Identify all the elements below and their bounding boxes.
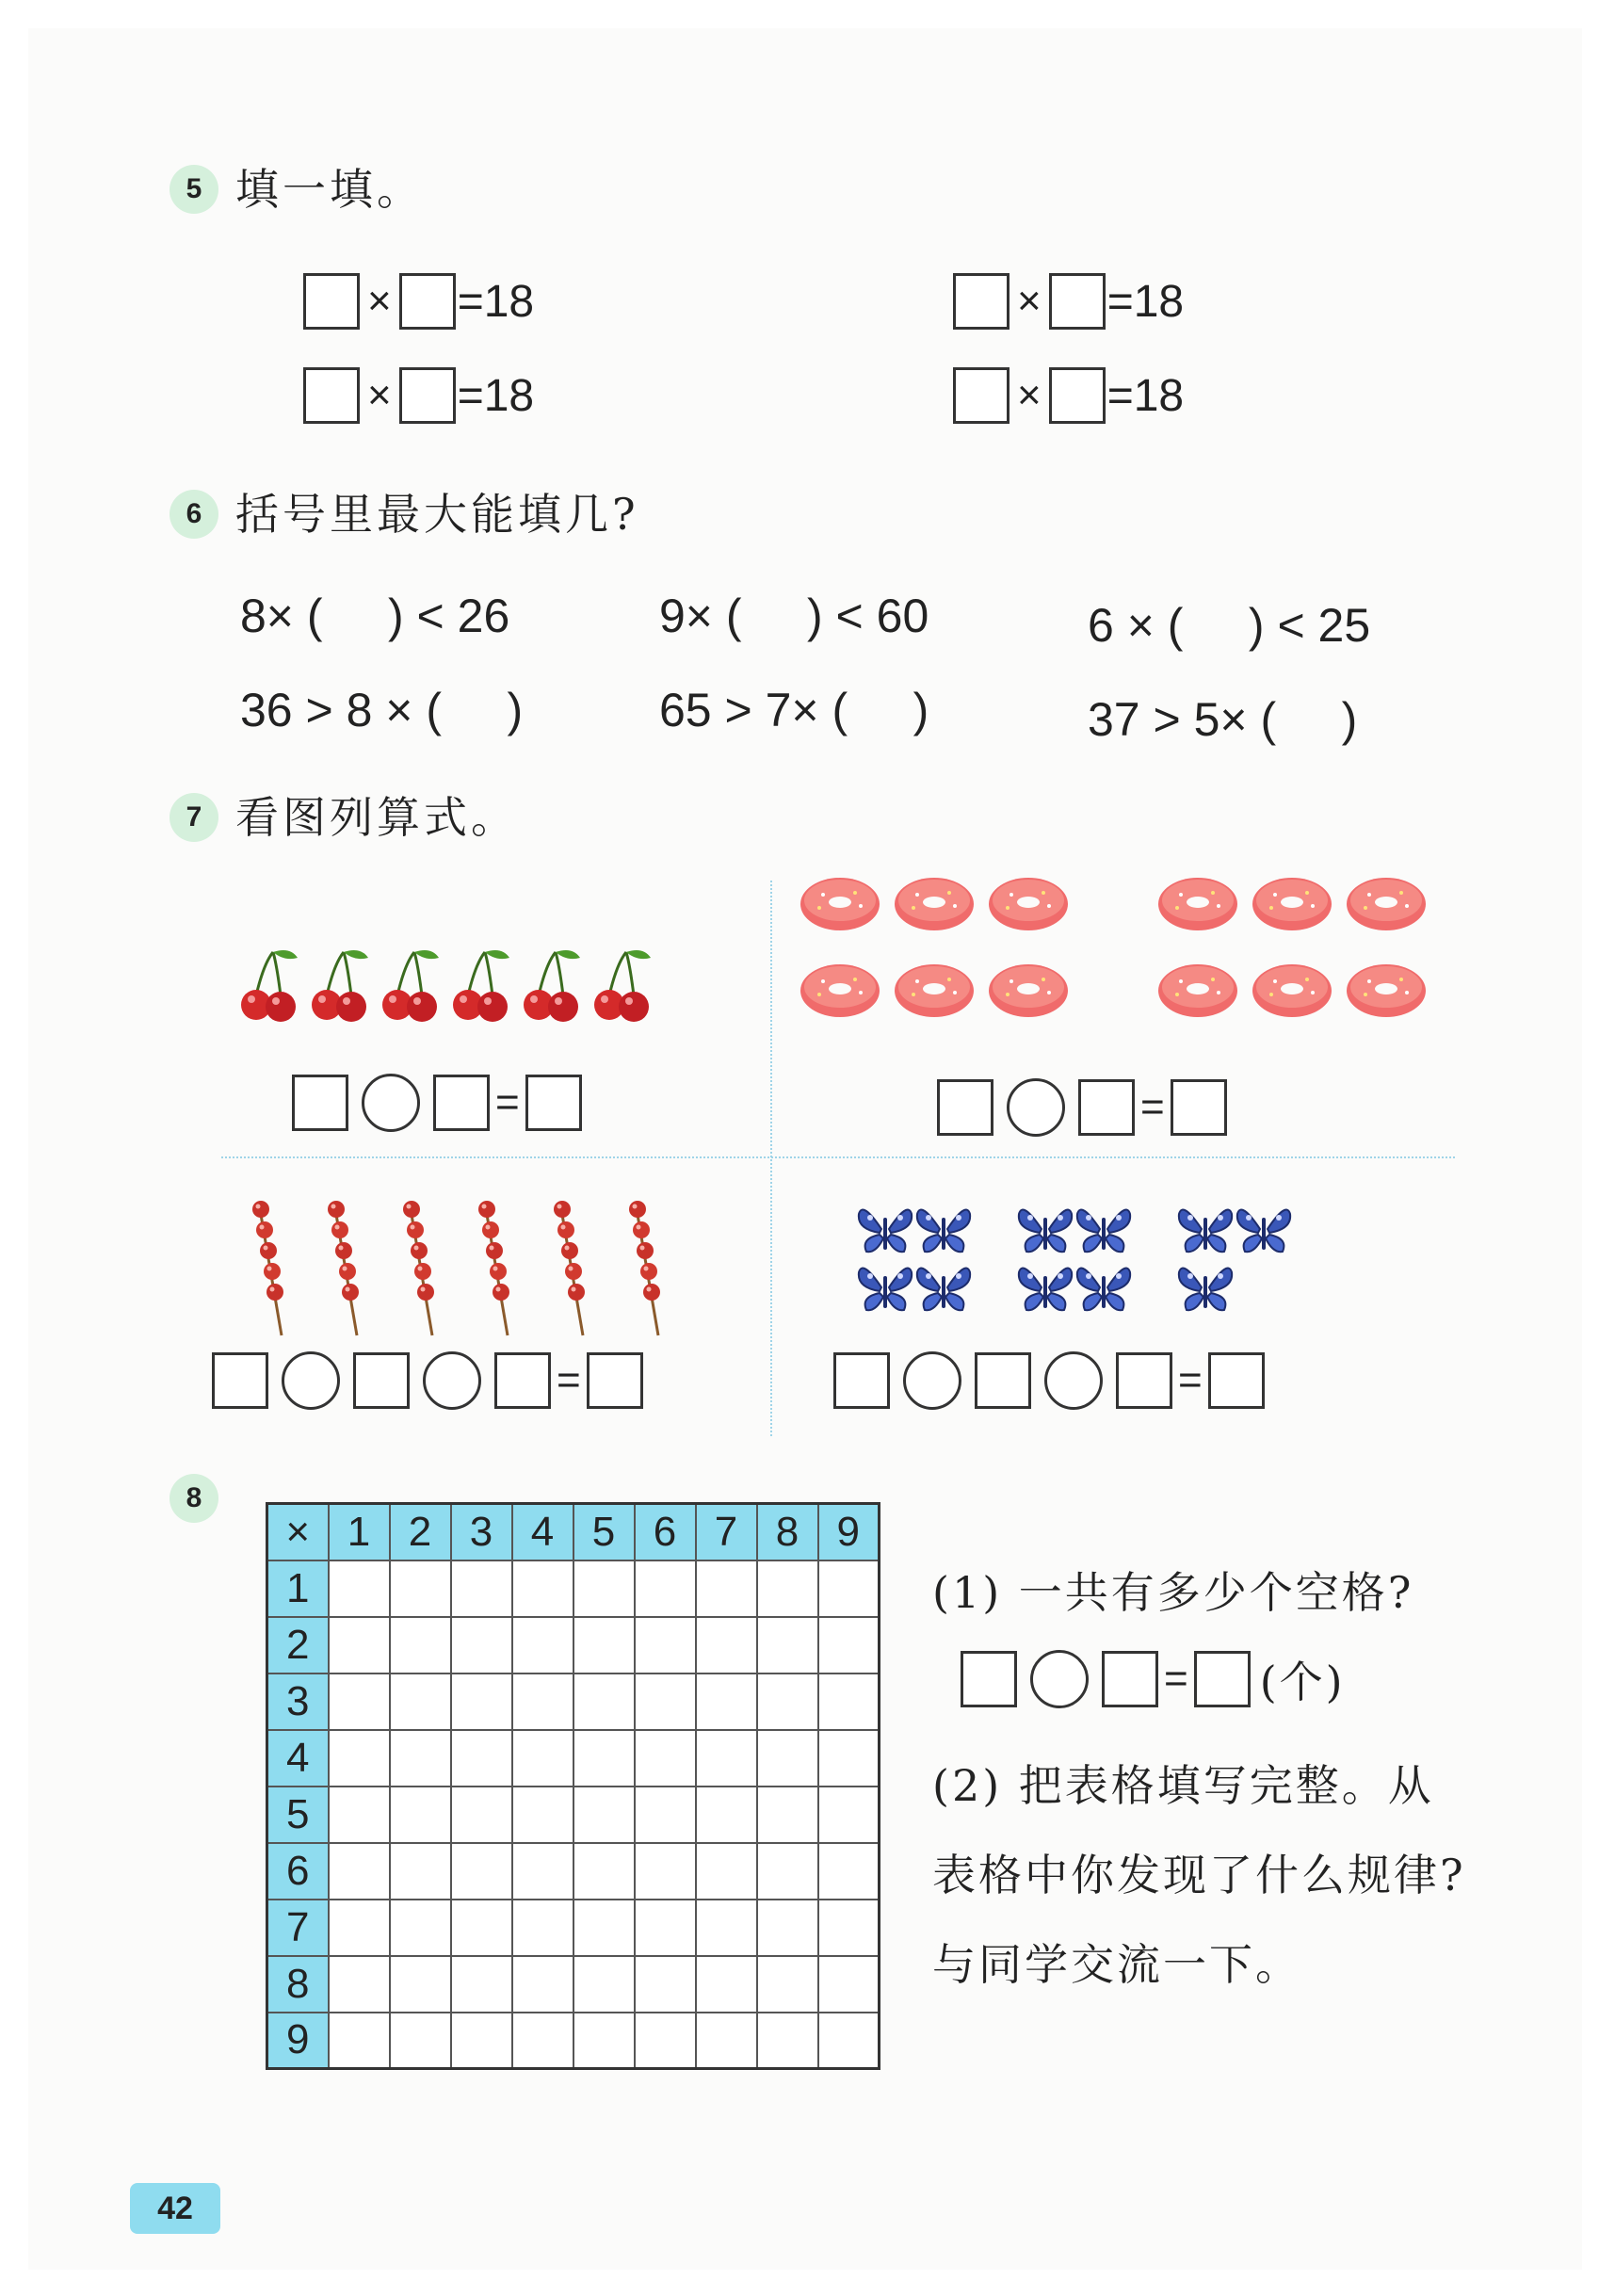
table-cell[interactable] bbox=[696, 1787, 757, 1843]
question-7-title: 看图列算式。 bbox=[235, 792, 518, 843]
row-header: 7 bbox=[267, 1900, 329, 1956]
table-cell[interactable] bbox=[451, 1730, 512, 1787]
table-cell[interactable] bbox=[757, 2013, 818, 2069]
table-cell[interactable] bbox=[757, 1617, 818, 1673]
equals-sign: = bbox=[557, 1357, 581, 1403]
equals-sign: = bbox=[1140, 1084, 1165, 1130]
picture-divider-vertical bbox=[770, 881, 772, 1436]
table-cell[interactable] bbox=[635, 1900, 696, 1956]
table-cell[interactable] bbox=[512, 1787, 573, 1843]
cherries-picture bbox=[235, 946, 687, 1031]
table-cell[interactable] bbox=[696, 1900, 757, 1956]
table-cell[interactable] bbox=[635, 1956, 696, 2013]
column-header: 6 bbox=[635, 1504, 696, 1560]
answer-box[interactable] bbox=[1208, 1352, 1265, 1409]
question-6-title: 括号里最大能填几? bbox=[235, 489, 639, 540]
picture-divider-horizontal bbox=[221, 1156, 1455, 1158]
table-cell[interactable] bbox=[818, 1787, 880, 1843]
column-header: 9 bbox=[818, 1504, 880, 1560]
table-cell[interactable] bbox=[635, 1843, 696, 1900]
table-cell[interactable] bbox=[329, 1787, 390, 1843]
table-row bbox=[267, 1956, 880, 2013]
table-cell[interactable] bbox=[818, 2013, 880, 2069]
table-cell[interactable] bbox=[818, 1560, 880, 1617]
answer-box[interactable] bbox=[587, 1352, 643, 1409]
q7-donut-equation bbox=[937, 1078, 1227, 1137]
equation-result: =18 bbox=[457, 370, 535, 421]
answer-box[interactable] bbox=[937, 1079, 993, 1136]
table-cell[interactable] bbox=[573, 1730, 635, 1787]
table-cell[interactable] bbox=[696, 1730, 757, 1787]
table-cell[interactable] bbox=[573, 1956, 635, 2013]
table-cell[interactable] bbox=[390, 1673, 451, 1730]
answer-box[interactable] bbox=[1116, 1352, 1172, 1409]
table-cell[interactable] bbox=[696, 1560, 757, 1617]
q6-item-3[interactable]: 6 × ( ) < 25 bbox=[1088, 599, 1371, 652]
table-row bbox=[267, 2013, 880, 2069]
answer-box[interactable] bbox=[433, 1075, 490, 1131]
table-corner-cell: × bbox=[267, 1504, 329, 1560]
candied-fruit-skewers-picture bbox=[250, 1196, 702, 1347]
textbook-page bbox=[28, 28, 1582, 2270]
answer-box[interactable] bbox=[212, 1352, 268, 1409]
table-cell[interactable] bbox=[329, 1560, 390, 1617]
table-cell[interactable] bbox=[451, 1843, 512, 1900]
table-cell[interactable] bbox=[329, 1900, 390, 1956]
equation-result: =18 bbox=[457, 276, 535, 327]
operator-circle[interactable] bbox=[423, 1351, 481, 1410]
multiplication-table bbox=[266, 1502, 880, 2070]
answer-box[interactable] bbox=[303, 273, 360, 330]
times-sign: × bbox=[1017, 372, 1042, 418]
q8-part-2-line-1: (2) 把表格填写完整。从 bbox=[932, 1760, 1434, 1811]
equals-sign: = bbox=[1164, 1656, 1188, 1702]
table-cell[interactable] bbox=[757, 1900, 818, 1956]
table-cell[interactable] bbox=[329, 1673, 390, 1730]
table-row bbox=[267, 1617, 880, 1673]
answer-box[interactable] bbox=[961, 1651, 1017, 1707]
column-header: 3 bbox=[451, 1504, 512, 1560]
q8-part-1-text: (1) 一共有多少个空格? bbox=[932, 1567, 1414, 1618]
table-cell[interactable] bbox=[635, 2013, 696, 2069]
table-cell[interactable] bbox=[390, 1617, 451, 1673]
table-cell[interactable] bbox=[696, 1956, 757, 2013]
column-header: 4 bbox=[512, 1504, 573, 1560]
table-cell[interactable] bbox=[757, 1673, 818, 1730]
table-cell[interactable] bbox=[573, 1673, 635, 1730]
answer-box[interactable] bbox=[399, 367, 456, 424]
table-cell[interactable] bbox=[635, 1730, 696, 1787]
q6-item-2[interactable]: 9× ( ) < 60 bbox=[659, 590, 929, 642]
operator-circle[interactable] bbox=[282, 1351, 340, 1410]
table-cell[interactable] bbox=[757, 1730, 818, 1787]
q5-equation-2 bbox=[951, 273, 1184, 330]
answer-box[interactable] bbox=[953, 367, 1009, 424]
table-cell[interactable] bbox=[696, 1617, 757, 1673]
answer-box[interactable] bbox=[833, 1352, 890, 1409]
q7-cherry-equation bbox=[292, 1074, 582, 1132]
q5-equation-3 bbox=[301, 367, 534, 424]
q6-item-4[interactable]: 36 > 8 × ( ) bbox=[240, 684, 524, 736]
table-row bbox=[267, 1900, 880, 1956]
table-cell[interactable] bbox=[757, 1956, 818, 2013]
question-8-badge: 8 bbox=[170, 1474, 218, 1523]
page-number: 42 bbox=[130, 2183, 220, 2234]
butterflies-picture bbox=[857, 1201, 1347, 1333]
table-cell[interactable] bbox=[635, 1787, 696, 1843]
table-cell[interactable] bbox=[451, 1560, 512, 1617]
q8-part-2-line-2: 表格中你发现了什么规律? bbox=[932, 1850, 1466, 1900]
answer-box[interactable] bbox=[953, 273, 1009, 330]
table-cell[interactable] bbox=[696, 1843, 757, 1900]
unit-label: (个) bbox=[1259, 1657, 1346, 1707]
table-cell[interactable] bbox=[390, 2013, 451, 2069]
equation-result: =18 bbox=[1106, 370, 1185, 421]
table-cell[interactable] bbox=[635, 1560, 696, 1617]
table-cell[interactable] bbox=[329, 2013, 390, 2069]
table-row bbox=[267, 1730, 880, 1787]
table-cell[interactable] bbox=[573, 1617, 635, 1673]
operator-circle[interactable] bbox=[1030, 1650, 1089, 1708]
table-cell[interactable] bbox=[451, 1673, 512, 1730]
table-cell[interactable] bbox=[818, 1843, 880, 1900]
table-cell[interactable] bbox=[329, 1617, 390, 1673]
table-cell[interactable] bbox=[512, 1560, 573, 1617]
operator-circle[interactable] bbox=[903, 1351, 961, 1410]
answer-box[interactable] bbox=[1194, 1651, 1251, 1707]
table-cell[interactable] bbox=[757, 1787, 818, 1843]
column-header: 1 bbox=[329, 1504, 390, 1560]
row-header: 4 bbox=[267, 1730, 329, 1787]
answer-box[interactable] bbox=[353, 1352, 410, 1409]
q6-item-6[interactable]: 37 > 5× ( ) bbox=[1088, 693, 1358, 746]
table-cell[interactable] bbox=[451, 1956, 512, 2013]
table-row bbox=[267, 1673, 880, 1730]
answer-box[interactable] bbox=[399, 273, 456, 330]
column-header: 2 bbox=[390, 1504, 451, 1560]
column-header: 7 bbox=[696, 1504, 757, 1560]
row-header: 1 bbox=[267, 1560, 329, 1617]
q8-part-2-line-3: 与同学交流一下。 bbox=[932, 1939, 1301, 1990]
row-header: 8 bbox=[267, 1956, 329, 2013]
q5-equation-4 bbox=[951, 367, 1184, 424]
table-cell[interactable] bbox=[573, 1900, 635, 1956]
table-cell[interactable] bbox=[696, 2013, 757, 2069]
row-header: 9 bbox=[267, 2013, 329, 2069]
donuts-picture bbox=[800, 876, 1441, 1045]
table-cell[interactable] bbox=[512, 1673, 573, 1730]
table-cell[interactable] bbox=[757, 1843, 818, 1900]
table-cell[interactable] bbox=[512, 1956, 573, 2013]
column-header: 5 bbox=[573, 1504, 635, 1560]
times-sign: × bbox=[367, 372, 392, 418]
q6-item-5[interactable]: 65 > 7× ( ) bbox=[659, 684, 929, 736]
answer-box[interactable] bbox=[525, 1075, 582, 1131]
table-cell[interactable] bbox=[451, 1787, 512, 1843]
question-7-badge: 7 bbox=[170, 793, 218, 842]
table-cell[interactable] bbox=[390, 1956, 451, 2013]
table-cell[interactable] bbox=[757, 1560, 818, 1617]
table-row bbox=[267, 1787, 880, 1843]
table-cell[interactable] bbox=[329, 1956, 390, 2013]
table-cell[interactable] bbox=[818, 1900, 880, 1956]
answer-box[interactable] bbox=[292, 1075, 348, 1131]
row-header: 2 bbox=[267, 1617, 329, 1673]
table-cell[interactable] bbox=[818, 1673, 880, 1730]
table-cell[interactable] bbox=[512, 1900, 573, 1956]
table-cell[interactable] bbox=[635, 1673, 696, 1730]
table-cell[interactable] bbox=[573, 1560, 635, 1617]
table-cell[interactable] bbox=[390, 1730, 451, 1787]
answer-box[interactable] bbox=[1102, 1651, 1158, 1707]
table-cell[interactable] bbox=[573, 2013, 635, 2069]
table-cell[interactable] bbox=[329, 1843, 390, 1900]
table-cell[interactable] bbox=[451, 2013, 512, 2069]
q8-count-equation bbox=[961, 1648, 1346, 1710]
table-cell[interactable] bbox=[818, 1617, 880, 1673]
table-cell[interactable] bbox=[635, 1617, 696, 1673]
row-header: 5 bbox=[267, 1787, 329, 1843]
answer-box[interactable] bbox=[1049, 273, 1106, 330]
row-header: 6 bbox=[267, 1843, 329, 1900]
column-header: 8 bbox=[757, 1504, 818, 1560]
operator-circle[interactable] bbox=[362, 1074, 420, 1132]
table-cell[interactable] bbox=[329, 1730, 390, 1787]
q5-equation-1 bbox=[301, 273, 534, 330]
table-cell[interactable] bbox=[390, 1787, 451, 1843]
q7-skewer-equation bbox=[212, 1351, 643, 1410]
operator-circle[interactable] bbox=[1044, 1351, 1103, 1410]
question-5-title: 填一填。 bbox=[235, 164, 424, 215]
table-row bbox=[267, 1560, 880, 1617]
table-cell[interactable] bbox=[573, 1843, 635, 1900]
table-cell[interactable] bbox=[390, 1900, 451, 1956]
table-cell[interactable] bbox=[390, 1560, 451, 1617]
question-5-badge: 5 bbox=[170, 165, 218, 214]
answer-box[interactable] bbox=[303, 367, 360, 424]
table-cell[interactable] bbox=[696, 1673, 757, 1730]
answer-box[interactable] bbox=[1078, 1079, 1135, 1136]
table-header-row bbox=[267, 1504, 880, 1560]
q7-butterfly-equation bbox=[833, 1351, 1265, 1410]
row-header: 3 bbox=[267, 1673, 329, 1730]
table-row bbox=[267, 1843, 880, 1900]
answer-box[interactable] bbox=[1049, 367, 1106, 424]
table-cell[interactable] bbox=[818, 1730, 880, 1787]
table-cell[interactable] bbox=[512, 1843, 573, 1900]
table-cell[interactable] bbox=[818, 1956, 880, 2013]
table-cell[interactable] bbox=[390, 1843, 451, 1900]
q6-item-1[interactable]: 8× ( ) < 26 bbox=[240, 590, 510, 642]
table-cell[interactable] bbox=[512, 2013, 573, 2069]
table-cell[interactable] bbox=[512, 1730, 573, 1787]
table-cell[interactable] bbox=[573, 1787, 635, 1843]
times-sign: × bbox=[367, 278, 392, 324]
answer-box[interactable] bbox=[1171, 1079, 1227, 1136]
question-6-badge: 6 bbox=[170, 490, 218, 539]
equals-sign: = bbox=[1178, 1357, 1203, 1403]
times-sign: × bbox=[1017, 278, 1042, 324]
answer-box[interactable] bbox=[975, 1352, 1031, 1409]
table-cell[interactable] bbox=[451, 1617, 512, 1673]
equals-sign: = bbox=[495, 1079, 520, 1125]
answer-box[interactable] bbox=[494, 1352, 551, 1409]
equation-result: =18 bbox=[1106, 276, 1185, 327]
table-cell[interactable] bbox=[512, 1617, 573, 1673]
table-cell[interactable] bbox=[451, 1900, 512, 1956]
operator-circle[interactable] bbox=[1007, 1078, 1065, 1137]
